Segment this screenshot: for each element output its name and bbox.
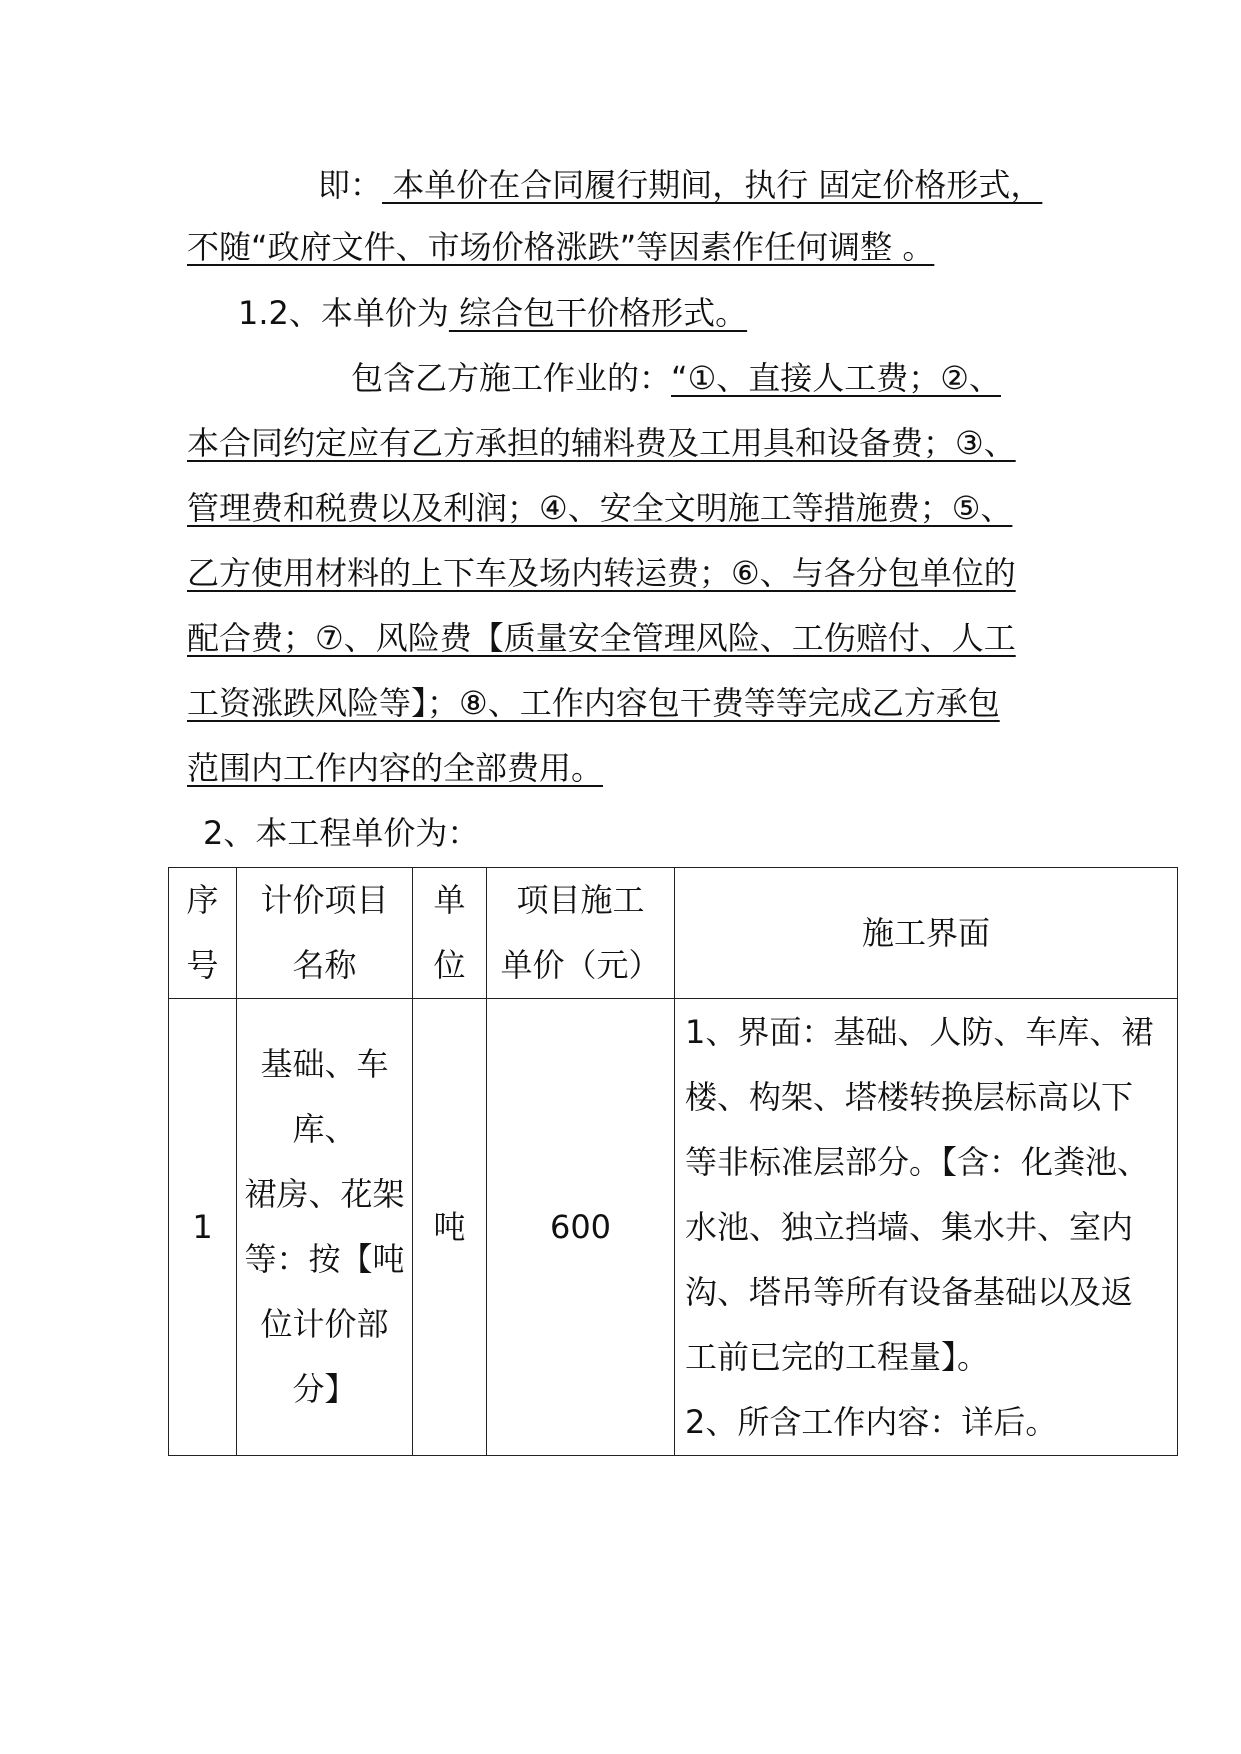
header-item-name: 计价项目 名称	[237, 868, 413, 999]
paragraph-line-4	[351, 358, 1001, 398]
paragraph-line-3	[238, 293, 747, 333]
paragraph-line-11: 2、本工程单价为：	[203, 814, 480, 852]
paragraph-line-8: 配合费；⑦、风险费【质量安全管理风险、工伤赔付、人工	[187, 619, 1016, 657]
header-seq: 序 号	[169, 868, 237, 999]
unit-price-table	[168, 867, 1178, 1456]
line-prefix: 即：	[318, 166, 383, 204]
paragraph-line-7: 乙方使用材料的上下车及场内转运费；⑥、与各分包单位的	[187, 554, 1016, 592]
line-prefix: 包含乙方施工作业的：	[351, 359, 672, 397]
header-unit-price: 项目施工 单价（元）	[487, 868, 675, 999]
table-row	[169, 999, 1178, 1456]
cell-seq: 1	[169, 999, 237, 1456]
underlined-text: “①、直接人工费；②、	[671, 359, 1001, 397]
table-header-row	[169, 868, 1178, 999]
cell-unit: 吨	[413, 999, 487, 1456]
underlined-text: 不随“政府文件、市场价格涨跌”等因素作任何调整 。	[187, 228, 935, 266]
paragraph-line-1	[318, 165, 1042, 205]
underlined-text: 本单价在合同履行期间，执行 固定价格形式，	[382, 166, 1043, 204]
underlined-text: 综合包干价格形式。	[448, 294, 748, 332]
line-prefix: 1.2、本单价为	[238, 294, 449, 332]
cell-item-name: 基础、车库、 裙房、花架 等：按【吨 位计价部 分】	[237, 999, 413, 1456]
paragraph-line-5: 本合同约定应有乙方承担的辅料费及工用具和设备费；③、	[187, 424, 1016, 462]
paragraph-line-6: 管理费和税费以及利润；④、安全文明施工等措施费；⑤、	[187, 489, 1013, 527]
paragraph-line-2	[187, 227, 934, 267]
cell-unit-price: 600	[487, 999, 675, 1456]
paragraph-line-9: 工资涨跌风险等】；⑧、工作内容包干费等等完成乙方承包	[187, 684, 1000, 722]
header-scope: 施工界面	[675, 868, 1178, 999]
paragraph-line-10: 范围内工作内容的全部费用。	[187, 749, 604, 787]
cell-scope: 1、界面：基础、人防、车库、裙 楼、构架、塔楼转换层标高以下 等非标准层部分。【含：化粪池、 水池、独立挡墙、集水井、室内 沟、塔吊等所有设备基础以及返 工前已完的工程量】。 2、所含工作内容：详后。	[675, 999, 1178, 1456]
header-unit: 单 位	[413, 868, 487, 999]
